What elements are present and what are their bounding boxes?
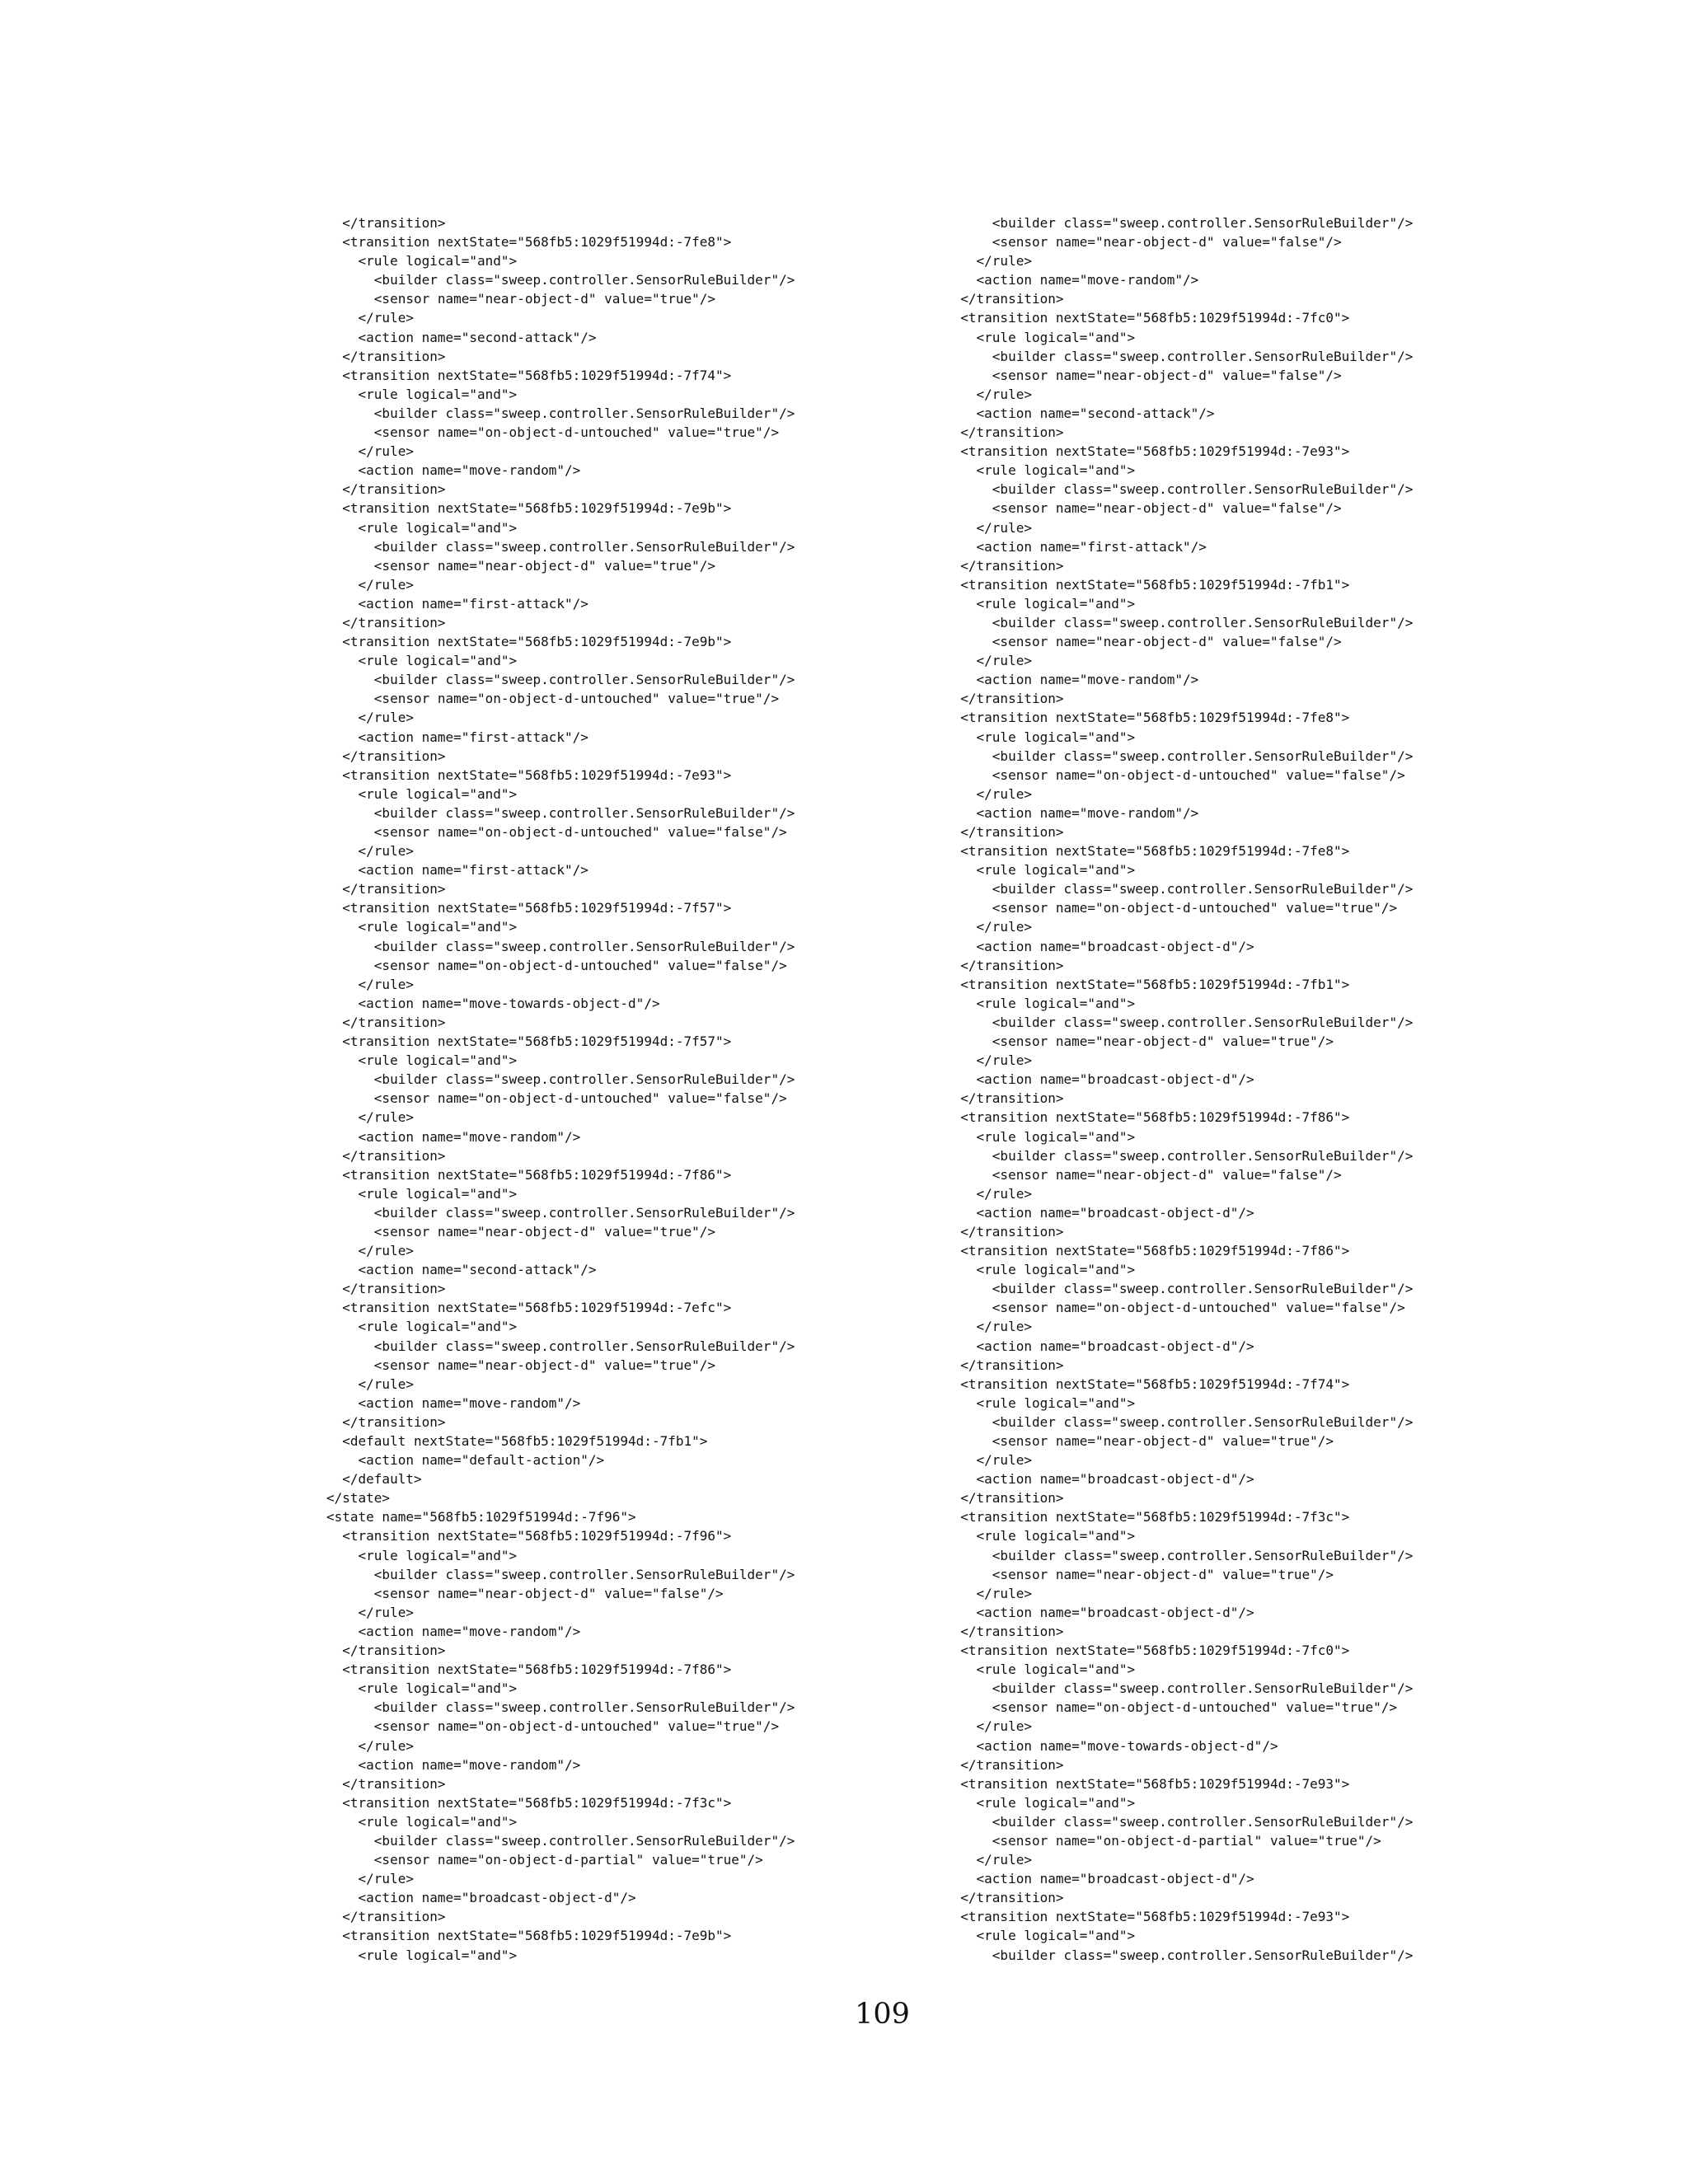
- code-line: </rule>: [326, 443, 414, 460]
- code-line: <builder class="sweep.controller.SensorRuleBuilder"/>: [326, 1566, 795, 1582]
- code-line: <action name="second-attack"/>: [945, 405, 1215, 421]
- code-line: </rule>: [326, 576, 414, 593]
- code-line: <builder class="sweep.controller.SensorRuleBuilder"/>: [945, 1147, 1414, 1164]
- code-line: </rule>: [945, 253, 1032, 269]
- code-line: <action name="move-towards-object-d"/>: [326, 995, 660, 1011]
- code-line: <sensor name="on-object-d-untouched" value="false"/>: [326, 824, 787, 840]
- code-line: <builder class="sweep.controller.SensorRuleBuilder"/>: [326, 1071, 795, 1088]
- code-line: <sensor name="on-object-d-untouched" value="false"/>: [326, 957, 787, 973]
- code-line: </transition>: [945, 957, 1064, 973]
- code-line: <sensor name="near-object-d" value="true"/>: [945, 1033, 1334, 1050]
- code-line: </transition>: [945, 291, 1064, 307]
- code-line: </rule>: [326, 976, 414, 992]
- code-line: <rule logical="and">: [326, 1680, 518, 1697]
- code-line: <transition nextState="568fb5:1029f51994d:-7fc0">: [945, 1643, 1350, 1659]
- code-line: <action name="move-random"/>: [945, 804, 1199, 821]
- code-line: <action name="broadcast-object-d"/>: [945, 1338, 1254, 1354]
- code-line: <action name="default-action"/>: [326, 1452, 605, 1469]
- code-line: <rule logical="and">: [326, 1947, 518, 1963]
- code-line: </transition>: [326, 215, 446, 231]
- code-line: </transition>: [326, 1909, 446, 1925]
- code-line: <action name="broadcast-object-d"/>: [945, 938, 1254, 954]
- code-line: <transition nextState="568fb5:1029f51994d:-7e9b">: [326, 500, 732, 517]
- code-line: </state>: [326, 1490, 391, 1507]
- code-line: <rule logical="and">: [326, 653, 518, 669]
- code-line: <sensor name="near-object-d" value="true"/>: [945, 1566, 1334, 1582]
- code-line: <transition nextState="568fb5:1029f51994d:-7f74">: [945, 1376, 1350, 1392]
- code-line: <transition nextState="568fb5:1029f51994d:-7f57">: [326, 1033, 732, 1050]
- code-line: <transition nextState="568fb5:1029f51994d:-7fe8">: [945, 843, 1350, 860]
- code-line: <rule logical="and">: [326, 253, 518, 269]
- code-line: </transition>: [326, 1775, 446, 1792]
- code-line: </transition>: [326, 881, 446, 898]
- code-line: <builder class="sweep.controller.SensorRuleBuilder"/>: [326, 538, 795, 555]
- code-line: <builder class="sweep.controller.SensorRuleBuilder"/>: [945, 481, 1414, 498]
- code-line: <rule logical="and">: [945, 1262, 1136, 1278]
- code-line: </rule>: [945, 1852, 1032, 1868]
- code-line: <builder class="sweep.controller.SensorRuleBuilder"/>: [326, 272, 795, 288]
- code-line: </rule>: [326, 710, 414, 726]
- code-line: <action name="broadcast-object-d"/>: [945, 1071, 1254, 1088]
- code-line: <action name="first-attack"/>: [326, 862, 588, 879]
- code-line: <rule logical="and">: [945, 1794, 1136, 1811]
- code-line: </rule>: [326, 310, 414, 326]
- code-line: <rule logical="and">: [945, 462, 1136, 479]
- code-line: </transition>: [945, 1357, 1064, 1373]
- code-line: <transition nextState="568fb5:1029f51994d:-7e93">: [945, 1775, 1350, 1792]
- code-line: <sensor name="on-object-d-untouched" value="true"/>: [945, 1699, 1398, 1716]
- code-line: <action name="move-random"/>: [326, 1756, 581, 1773]
- code-line: </transition>: [945, 1090, 1064, 1107]
- code-line: <action name="move-random"/>: [945, 272, 1199, 288]
- code-line: <builder class="sweep.controller.SensorRuleBuilder"/>: [326, 938, 795, 954]
- code-line: </rule>: [326, 1243, 414, 1259]
- code-line: <action name="first-attack"/>: [326, 729, 588, 745]
- code-line: </rule>: [326, 1737, 414, 1754]
- code-line: <transition nextState="568fb5:1029f51994d:-7f74">: [326, 367, 732, 383]
- code-line: <sensor name="near-object-d" value="true"/>: [326, 291, 716, 307]
- code-listing-right-column: [945, 213, 1620, 1965]
- code-line: <action name="broadcast-object-d"/>: [945, 1604, 1254, 1620]
- code-line: </rule>: [945, 1452, 1032, 1469]
- code-line: <builder class="sweep.controller.SensorRuleBuilder"/>: [945, 881, 1414, 898]
- code-line: </transition>: [326, 1643, 446, 1659]
- code-line: <rule logical="and">: [945, 1928, 1136, 1944]
- code-line: <sensor name="near-object-d" value="false"/>: [945, 367, 1342, 383]
- code-line: <sensor name="near-object-d" value="false"/>: [945, 634, 1342, 650]
- code-line: <builder class="sweep.controller.SensorRuleBuilder"/>: [326, 1204, 795, 1221]
- code-line: <sensor name="on-object-d-untouched" value="false"/>: [945, 1300, 1405, 1316]
- code-line: </transition>: [326, 1413, 446, 1430]
- code-line: <rule logical="and">: [326, 1547, 518, 1563]
- code-line: <action name="broadcast-object-d"/>: [326, 1890, 636, 1906]
- code-line: <action name="move-random"/>: [326, 462, 581, 479]
- code-line: <action name="move-random"/>: [326, 1623, 581, 1639]
- code-line: <transition nextState="568fb5:1029f51994d:-7fc0">: [945, 310, 1350, 326]
- code-line: </rule>: [945, 785, 1032, 802]
- code-line: </default>: [326, 1471, 422, 1488]
- code-line: <rule logical="and">: [945, 729, 1136, 745]
- code-line: <builder class="sweep.controller.SensorRuleBuilder"/>: [945, 1947, 1414, 1963]
- code-line: <transition nextState="568fb5:1029f51994d:-7fe8">: [326, 234, 732, 251]
- code-line: <rule logical="and">: [945, 862, 1136, 879]
- code-line: <sensor name="near-object-d" value="false"/>: [945, 234, 1342, 251]
- code-line: </transition>: [326, 1147, 446, 1164]
- code-line: <rule logical="and">: [945, 1661, 1136, 1678]
- code-line: <sensor name="on-object-d-untouched" value="true"/>: [326, 1718, 780, 1735]
- code-line: <action name="move-towards-object-d"/>: [945, 1737, 1278, 1754]
- code-line: <builder class="sweep.controller.SensorRuleBuilder"/>: [326, 672, 795, 688]
- code-line: <action name="second-attack"/>: [326, 329, 597, 345]
- code-line: <sensor name="near-object-d" value="false"/>: [945, 1166, 1342, 1183]
- code-line: </transition>: [945, 1223, 1064, 1240]
- code-line: <builder class="sweep.controller.SensorRuleBuilder"/>: [945, 1813, 1414, 1830]
- code-line: </transition>: [945, 824, 1064, 840]
- code-line: <sensor name="near-object-d" value="false"/>: [326, 1585, 724, 1601]
- code-line: <action name="move-random"/>: [326, 1394, 581, 1411]
- code-line: </rule>: [326, 1871, 414, 1887]
- code-line: <transition nextState="568fb5:1029f51994d:-7f96">: [326, 1528, 732, 1544]
- code-line: </rule>: [326, 1604, 414, 1620]
- code-line: <builder class="sweep.controller.SensorRuleBuilder"/>: [326, 1832, 795, 1849]
- code-line: <sensor name="near-object-d" value="true"/>: [945, 1433, 1334, 1449]
- code-line: </rule>: [945, 1185, 1032, 1202]
- code-line: </transition>: [326, 1281, 446, 1297]
- code-line: </transition>: [945, 1490, 1064, 1507]
- code-line: </transition>: [945, 1623, 1064, 1639]
- code-line: <transition nextState="568fb5:1029f51994d:-7f86">: [326, 1166, 732, 1183]
- code-line: <transition nextState="568fb5:1029f51994d:-7e9b">: [326, 1928, 732, 1944]
- code-line: <transition nextState="568fb5:1029f51994d:-7efc">: [326, 1300, 732, 1316]
- code-line: <rule logical="and">: [326, 1319, 518, 1335]
- code-line: <builder class="sweep.controller.SensorRuleBuilder"/>: [945, 614, 1414, 630]
- code-line: <transition nextState="568fb5:1029f51994d:-7fb1">: [945, 576, 1350, 593]
- code-line: </transition>: [945, 1890, 1064, 1906]
- code-line: <builder class="sweep.controller.SensorRuleBuilder"/>: [945, 348, 1414, 364]
- code-line: </rule>: [945, 1585, 1032, 1601]
- code-line: <builder class="sweep.controller.SensorRuleBuilder"/>: [945, 1680, 1414, 1697]
- code-line: <default nextState="568fb5:1029f51994d:-7fb1">: [326, 1433, 708, 1449]
- code-line: </transition>: [326, 348, 446, 364]
- code-line: <transition nextState="568fb5:1029f51994d:-7fb1">: [945, 976, 1350, 992]
- code-line: <builder class="sweep.controller.SensorRuleBuilder"/>: [945, 215, 1414, 231]
- code-line: <rule logical="and">: [945, 1528, 1136, 1544]
- code-line: </transition>: [326, 481, 446, 498]
- code-line: <state name="568fb5:1029f51994d:-7f96">: [326, 1509, 636, 1526]
- code-line: <transition nextState="568fb5:1029f51994d:-7f86">: [326, 1661, 732, 1678]
- code-line: <action name="move-random"/>: [326, 1128, 581, 1145]
- code-line: <sensor name="on-object-d-partial" value="true"/>: [945, 1832, 1381, 1849]
- code-line: <rule logical="and">: [945, 329, 1136, 345]
- code-line: <builder class="sweep.controller.SensorRuleBuilder"/>: [326, 405, 795, 421]
- code-line: <sensor name="near-object-d" value="true"/>: [326, 1357, 716, 1373]
- code-line: <rule logical="and">: [326, 519, 518, 536]
- code-line: </transition>: [945, 424, 1064, 441]
- code-line: <rule logical="and">: [945, 595, 1136, 612]
- code-line: <rule logical="and">: [326, 1052, 518, 1069]
- code-line: <transition nextState="568fb5:1029f51994d:-7fe8">: [945, 710, 1350, 726]
- code-line: <builder class="sweep.controller.SensorRuleBuilder"/>: [945, 1281, 1414, 1297]
- code-line: <rule logical="and">: [326, 785, 518, 802]
- code-line: </rule>: [326, 1109, 414, 1126]
- code-line: </rule>: [945, 1718, 1032, 1735]
- code-line: <action name="first-attack"/>: [326, 595, 588, 612]
- code-listing-left-column: [326, 213, 1002, 1965]
- page-number: 109: [855, 1998, 910, 2031]
- code-line: <rule logical="and">: [326, 1813, 518, 1830]
- code-line: </transition>: [326, 614, 446, 630]
- code-line: <sensor name="near-object-d" value="true"/>: [326, 1223, 716, 1240]
- code-line: </transition>: [326, 1014, 446, 1030]
- code-line: <transition nextState="568fb5:1029f51994d:-7f86">: [945, 1109, 1350, 1126]
- code-line: <rule logical="and">: [326, 919, 518, 935]
- code-line: </rule>: [945, 653, 1032, 669]
- code-line: <builder class="sweep.controller.SensorRuleBuilder"/>: [945, 1413, 1414, 1430]
- code-line: <builder class="sweep.controller.SensorRuleBuilder"/>: [945, 1014, 1414, 1030]
- code-line: <transition nextState="568fb5:1029f51994d:-7f3c">: [326, 1794, 732, 1811]
- code-line: <sensor name="on-object-d-untouched" value="true"/>: [326, 691, 780, 707]
- code-line: <builder class="sweep.controller.SensorRuleBuilder"/>: [326, 1699, 795, 1716]
- code-line: <sensor name="near-object-d" value="false"/>: [945, 500, 1342, 517]
- code-line: <sensor name="on-object-d-untouched" value="true"/>: [945, 900, 1398, 916]
- code-line: <action name="broadcast-object-d"/>: [945, 1471, 1254, 1488]
- code-line: <sensor name="on-object-d-untouched" value="true"/>: [326, 424, 780, 441]
- code-line: </transition>: [945, 1756, 1064, 1773]
- code-line: <transition nextState="568fb5:1029f51994d:-7f86">: [945, 1243, 1350, 1259]
- code-line: <sensor name="near-object-d" value="true"/>: [326, 557, 716, 574]
- code-line: <builder class="sweep.controller.SensorRuleBuilder"/>: [326, 804, 795, 821]
- code-line: <builder class="sweep.controller.SensorRuleBuilder"/>: [326, 1338, 795, 1354]
- code-line: </rule>: [326, 843, 414, 860]
- code-line: <sensor name="on-object-d-untouched" value="false"/>: [945, 766, 1405, 783]
- code-line: <transition nextState="568fb5:1029f51994d:-7e93">: [945, 1909, 1350, 1925]
- code-line: </rule>: [945, 386, 1032, 402]
- code-line: <action name="first-attack"/>: [945, 538, 1207, 555]
- code-line: </transition>: [326, 748, 446, 764]
- code-line: <action name="move-random"/>: [945, 672, 1199, 688]
- code-line: <transition nextState="568fb5:1029f51994d:-7e93">: [945, 443, 1350, 460]
- code-line: <transition nextState="568fb5:1029f51994d:-7e9b">: [326, 634, 732, 650]
- code-line: </transition>: [945, 557, 1064, 574]
- code-line: <rule logical="and">: [326, 1185, 518, 1202]
- code-line: </rule>: [945, 1052, 1032, 1069]
- code-line: <action name="broadcast-object-d"/>: [945, 1871, 1254, 1887]
- code-line: <transition nextState="568fb5:1029f51994d:-7f57">: [326, 900, 732, 916]
- code-line: <builder class="sweep.controller.SensorRuleBuilder"/>: [945, 1547, 1414, 1563]
- code-line: <transition nextState="568fb5:1029f51994d:-7f3c">: [945, 1509, 1350, 1526]
- code-line: <builder class="sweep.controller.SensorRuleBuilder"/>: [945, 748, 1414, 764]
- code-line: </rule>: [326, 1376, 414, 1392]
- code-line: <sensor name="on-object-d-untouched" value="false"/>: [326, 1090, 787, 1107]
- code-line: <action name="second-attack"/>: [326, 1262, 597, 1278]
- code-line: </transition>: [945, 691, 1064, 707]
- code-line: <transition nextState="568fb5:1029f51994d:-7e93">: [326, 766, 732, 783]
- code-line: <action name="broadcast-object-d"/>: [945, 1204, 1254, 1221]
- code-line: </rule>: [945, 519, 1032, 536]
- code-line: </rule>: [945, 919, 1032, 935]
- code-line: <rule logical="and">: [945, 995, 1136, 1011]
- code-line: <sensor name="on-object-d-partial" value="true"/>: [326, 1852, 763, 1868]
- code-line: <rule logical="and">: [945, 1128, 1136, 1145]
- code-line: <rule logical="and">: [326, 386, 518, 402]
- code-line: </rule>: [945, 1319, 1032, 1335]
- code-line: <rule logical="and">: [945, 1394, 1136, 1411]
